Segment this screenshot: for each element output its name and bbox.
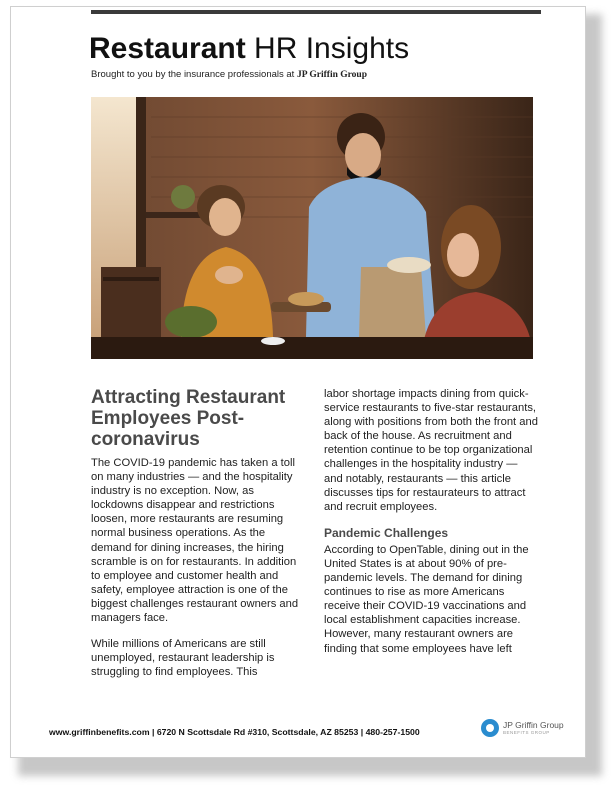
- newsletter-page: [10, 6, 586, 758]
- byline: [91, 69, 367, 80]
- article-column-2: [324, 387, 539, 668]
- logo-name: JP Griffin Group: [503, 720, 564, 730]
- logo-tagline: BENEFITS GROUP: [503, 730, 550, 735]
- article-paragraph-1: The COVID-19 pandemic has taken a toll on many industries — and the hospitality industry is no exception. Now, as lockdowns disappear and restrictions loosen, more restaurants are resuming normal business operations. As the demand for dining increases, the hiring scramble is on for restaurants. In addition to employee and customer health and safety, employee attraction is one of the biggest challenges restaurant owners and managers face.: [91, 457, 299, 625]
- top-rule: [91, 10, 541, 14]
- article-paragraph-4: According to OpenTable, dining out in the United States is at about 90% of pre-pandemic levels. The demand for dining continues to rise as more Americans receive their COVID-19 vaccinations and local establishment capacities increase. However, many restaurant owners are finding that some employees have left: [324, 543, 529, 655]
- logo-circle-icon: [481, 719, 499, 737]
- article-title: Attracting Restaurant Employees Post-coronavirus: [91, 387, 286, 450]
- hero-photo: [91, 97, 533, 359]
- newsletter-title: [89, 31, 409, 67]
- title-bold-part: Restaurant: [89, 32, 246, 65]
- byline-brand: JP Griffin Group: [296, 70, 367, 80]
- article-column-1: [91, 387, 306, 691]
- article-paragraph-3: labor shortage impacts dining from quick-service restaurants to five-star restaurants, along with positions from both the front and back of the house. As recruitment and retention continue to be top organizational challenges in the hospitality industry — and notably, restaurants — this article discusses tips for restaurateurs to attract and recruit employees.: [324, 388, 538, 513]
- byline-text: Brought to you by the insurance professionals at: [91, 69, 297, 80]
- title-rest-part: HR Insights: [245, 32, 410, 65]
- article-paragraph-2: While millions of Americans are still unemployed, restaurant leadership is struggling to find employees. This: [91, 638, 275, 679]
- section-subhead: Pandemic Challenges: [324, 525, 449, 540]
- footer-contact: www.griffinbenefits.com | 6720 N Scottsdale Rd #310, Scottsdale, AZ 85253 | 480-257-1500: [49, 727, 420, 737]
- company-logo: [481, 719, 564, 737]
